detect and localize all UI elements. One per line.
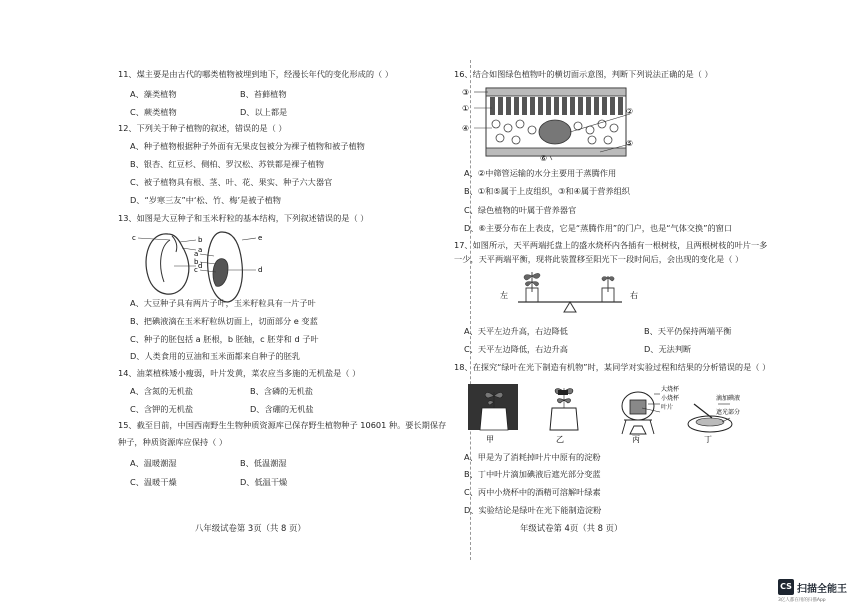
leaf-cross-section-figure <box>460 84 635 162</box>
corn-label-c: c <box>194 266 198 274</box>
corn-label-e: e <box>258 234 263 242</box>
seed-structure-figure <box>130 226 280 306</box>
figure-label-ding: 丁 <box>704 435 712 444</box>
question-14-stem: 14、油菜植株矮小瘦弱，叶片发黄，菜农应当多施的无机盐是（ ） <box>118 368 361 378</box>
question-17-option-b: B、天平仍保持两端平衡 <box>644 326 732 336</box>
question-15-stem-line2: 种子，种质资源库应保持（ ） <box>118 437 228 447</box>
question-12-stem: 12、下列关于种子植物的叙述，错误的是（ ） <box>118 123 287 133</box>
question-16-option-d: D、⑥主要分布在上表皮，它是“蒸腾作用”的门户，也是“气体交换”的窗口 <box>464 223 733 233</box>
corn-label-a: a <box>194 250 199 258</box>
balance-left-label: 左 <box>500 291 508 300</box>
question-16-option-b: B、①和⑤属于上皮组织，③和④属于营养组织 <box>464 186 630 196</box>
annotation-big-beaker: 大烧杯 <box>661 386 680 393</box>
question-16-option-c: C、绿色植物的叶属于营养器官 <box>464 205 577 215</box>
camscanner-name: 扫描全能王 <box>797 584 847 595</box>
corn-label-b: b <box>194 258 199 266</box>
annotation-shaded-part: 遮光部分 <box>716 409 741 416</box>
leaf-label-2: ② <box>626 107 634 116</box>
question-18-option-c: C、丙中小烧杯中的酒精可溶解叶绿素 <box>464 487 601 497</box>
camscanner-tagline: 3亿人都在用的扫描App <box>778 598 826 603</box>
leaf-label-3: ③ <box>462 88 470 97</box>
question-12-option-a: A、种子植物根据种子外面有无果皮包被分为裸子植物和被子植物 <box>130 141 365 151</box>
question-13-option-c: C、种子的胚包括 a 胚根，b 胚轴，c 胚芽和 d 子叶 <box>130 334 319 344</box>
question-15-stem-line1: 15、截至目前，中国西南野生生物种质资源库已保存野生植物种子 10601 种。要长期保存 <box>118 420 447 430</box>
question-18-option-d: D、实验结论是绿叶在光下能制造淀粉 <box>464 505 602 515</box>
question-17-option-c: C、天平左边降低，右边升高 <box>464 344 568 354</box>
question-18-option-b: B、丁中叶片滴加碘液后遮光部分变蓝 <box>464 469 601 479</box>
balance-figure <box>490 268 650 318</box>
question-17-option-a: A、天平左边升高，右边降低 <box>464 326 568 336</box>
leaf-label-6: ⑥ <box>540 154 548 162</box>
page-footer-left: 八年级试卷第 3页（共 8 页） <box>195 523 306 533</box>
figure-label-yi: 乙 <box>556 435 564 444</box>
annotation-add-iodine: 滴加碘液 <box>716 395 741 402</box>
question-17-option-d: D、无法判断 <box>644 344 692 354</box>
question-12-option-c: C、被子植物具有根、茎、叶、花、果实、种子六大器官 <box>130 177 333 187</box>
experiment-figure <box>460 378 760 446</box>
question-11-option-a: A、藻类植物 <box>130 89 177 99</box>
question-13-option-b: B、把碘液滴在玉米籽粒纵切面上，切面部分 e 变蓝 <box>130 316 318 326</box>
question-15-option-d: D、低温干燥 <box>240 477 288 487</box>
question-14-option-c: C、含钾的无机盐 <box>130 404 194 414</box>
question-16-option-a: A、②中筛管运输的水分主要用于蒸腾作用 <box>464 168 617 178</box>
question-13-option-a: A、大豆种子具有两片子叶，玉米籽粒具有一片子叶 <box>130 298 316 308</box>
leaf-label-1: ① <box>462 104 470 113</box>
camscanner-logo-icon: CS <box>778 579 794 595</box>
question-12-option-d: D、“岁寒三友”中‘松、竹、梅’是被子植物 <box>130 195 281 205</box>
bean-label-b: b <box>198 236 203 244</box>
bean-label-c: c <box>132 234 136 242</box>
question-17-stem-line1: 17、如图所示，天平两端托盘上的盛水烧杯内各插有一根树枝，且两根树枝的叶片一多 <box>454 240 768 250</box>
question-15-option-c: C、温暖干燥 <box>130 477 177 487</box>
question-16-stem: 16、结合如图绿色植物叶的横切面示意图，判断下列说法正确的是（ ） <box>454 69 713 79</box>
leaf-label-4: ④ <box>462 124 470 133</box>
annotation-small-beaker: 小烧杯 <box>661 395 680 402</box>
bean-label-d: d <box>198 262 203 270</box>
camscanner-watermark <box>778 577 856 605</box>
question-14-option-a: A、含氮的无机盐 <box>130 386 193 396</box>
exam-page-4 <box>430 0 860 608</box>
question-14-option-b: B、含磷的无机盐 <box>250 386 313 396</box>
figure-label-jia: 甲 <box>486 435 494 444</box>
page-footer-right: 年级试卷第 4页（共 8 页） <box>520 523 623 533</box>
question-11-option-b: B、苔藓植物 <box>240 89 287 99</box>
question-18-stem: 18、在探究“绿叶在光下制造有机物”时，某同学对实验过程和结果的分析错误的是（ ） <box>454 362 771 372</box>
question-11-option-c: C、蕨类植物 <box>130 107 177 117</box>
question-11-stem: 11、煤主要是由古代的哪类植物被埋到地下，经漫长年代的变化形成的（ ） <box>118 69 394 79</box>
question-14-option-d: D、含硼的无机盐 <box>250 404 314 414</box>
annotation-leaf: 叶片 <box>661 404 674 411</box>
question-11-option-d: D、以上都是 <box>240 107 288 117</box>
question-18-option-a: A、甲是为了消耗掉叶片中原有的淀粉 <box>464 452 601 462</box>
question-13-option-d: D、人类食用的豆油和玉米面都来自种子的胚乳 <box>130 351 301 361</box>
corn-label-d: d <box>258 266 263 274</box>
question-15-option-a: A、温暖潮湿 <box>130 458 177 468</box>
question-15-option-b: B、低温潮湿 <box>240 458 287 468</box>
question-13-stem: 13、如图是大豆种子和玉米籽粒的基本结构，下列叙述错误的是（ ） <box>118 213 369 223</box>
balance-right-label: 右 <box>630 291 638 300</box>
question-17-stem-line2: 一少，天平两端平衡，现将此装置移至阳光下一段时间后，会出现的变化是（ ） <box>454 254 744 264</box>
bean-label-a: a <box>198 246 203 254</box>
figure-label-bing: 丙 <box>632 435 640 444</box>
question-12-option-b: B、银杏、红豆杉、侧柏、罗汉松、苏铁都是裸子植物 <box>130 159 324 169</box>
leaf-label-5: ⑤ <box>626 139 634 148</box>
